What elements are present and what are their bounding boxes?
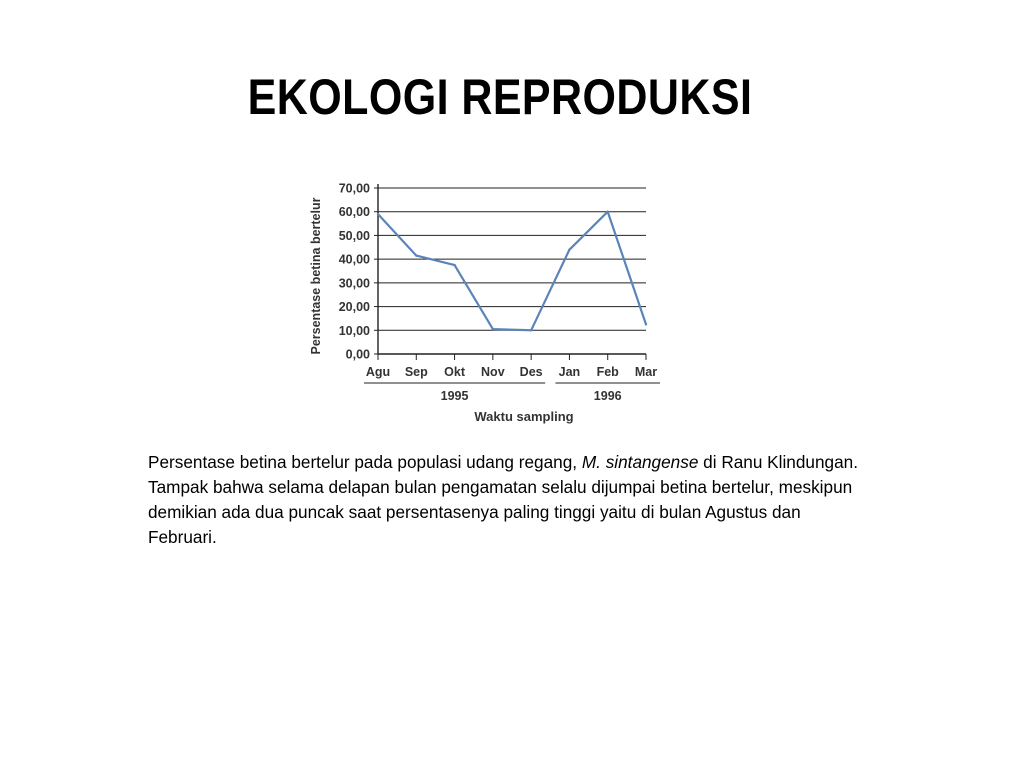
x-tick-label: Agu [365,365,391,379]
year-group-labels [364,383,660,403]
data-point [492,328,494,330]
y-tick-label: 50,00 [338,228,370,243]
y-tick-label: 30,00 [338,276,370,291]
x-axis-label: Waktu sampling [474,409,574,424]
line-chart [300,170,680,440]
y-tick-label: 70,00 [338,181,370,196]
caption-species-name: M. sintangense [581,452,699,472]
series-line [378,212,646,331]
grid-lines [378,188,646,330]
y-tick-labels [339,182,370,362]
x-tick-label: Nov [481,365,505,379]
y-tick-label: 60,00 [338,205,370,220]
y-tick-label: 20,00 [338,300,370,315]
y-tick-label: 0,00 [345,347,370,362]
data-point [645,323,647,325]
x-tick-labels [366,365,657,379]
caption-text-start: Persentase betina bertelur pada populasi udang regang, [148,452,582,472]
x-tick-label: Jan [558,365,581,379]
series [377,211,647,332]
axes [374,184,646,360]
data-point [568,248,570,250]
y-tick-label: 10,00 [338,323,370,338]
x-tick-label: Feb [596,365,619,379]
data-point [530,329,532,331]
x-tick-label: Okt [444,365,465,379]
y-tick-label: 40,00 [338,252,370,267]
x-tick-label: Sep [404,365,428,379]
caption-text-end: di Ranu Klindungan. Tampak bahwa selama delapan bulan pengamatan selalu dijumpai betina bertelur, meskipun demikian ada dua puncak saat persentasenya paling tinggi yaitu di bulan Agustus dan Februari. [148,452,858,547]
x-tick-label: Mar [634,365,658,379]
data-point [415,254,417,256]
slide-title: EKOLOGI REPRODUKSI [247,69,753,125]
data-point [453,264,455,266]
slide-caption [148,450,868,550]
x-tick-label: Des [519,365,543,379]
year-group-label: 1995 [440,389,469,403]
data-point [607,211,609,213]
data-point [377,213,379,215]
y-axis-label: Persentase betina bertelur [309,197,323,355]
year-group-label: 1996 [593,389,622,403]
